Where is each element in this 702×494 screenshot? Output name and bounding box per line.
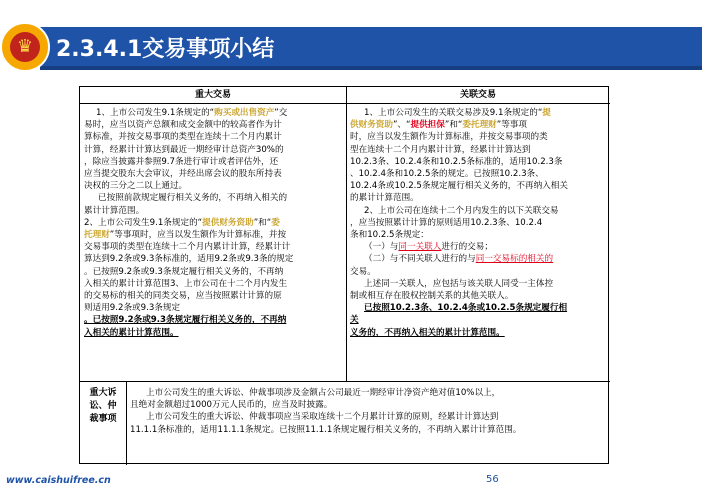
text-line: 。已按照9.2条或9.3条规定履行相关义务的，不再纳 xyxy=(84,266,284,277)
text-line: 算达到9.2条或9.3条标准的，适用9.2条或9.3条的规定 xyxy=(84,254,294,265)
text-line: 10.2.3条、10.2.4条和10.2.5条标准的，适用10.2.3条 xyxy=(350,156,563,167)
text-line-emphasis: 入相关的累计计算范围。 xyxy=(84,327,179,338)
text-line: 11.1.1条标准的，适用11.1.1条规定。已按照11.1.1条规定履行相关义务的，不再纳入累计计算范围。 xyxy=(130,424,522,435)
text-line: 则适用9.2条或9.3条规定 xyxy=(84,303,181,314)
text-line: 上市公司发生的重大诉讼、仲裁事项涉及金额占公司最近一期经审计净资产绝对值10%以上， xyxy=(146,388,501,398)
text-line: 交易事项的类型在连续十二个月内累计计算，经累计计 xyxy=(84,242,291,253)
text-line: 应当提交股东大会审议，并经出席会议的股东所持表 xyxy=(84,169,282,180)
text-line: 1、上市公司发生的关联交易涉及9.1条规定的“提 xyxy=(364,108,551,118)
table-divider xyxy=(346,87,347,381)
text-line: 1、上市公司发生9.1条规定的“购买或出售资产”交 xyxy=(96,108,288,118)
major-transactions-cell xyxy=(84,107,342,339)
text-line: 上述同一关联人，应包括与该关联人同受一主体控 xyxy=(364,278,554,289)
text-line: （二）与不同关联人进行的与同一交易标的相关的 xyxy=(364,254,554,265)
text-line: 时，应当以发生额作为计算标准，并按交易事项的类 xyxy=(350,132,548,143)
text-line: 已按照前款规定履行相关义务的，不再纳入相关的 xyxy=(98,193,288,204)
text-line: 交易。 xyxy=(350,266,376,277)
footer-url: www.caishuifree.cn xyxy=(6,475,111,486)
text-line: 的交易标的相关的同类交易，应当按照累计计算的原 xyxy=(84,291,282,302)
trophy-logo-icon: ♛ xyxy=(0,22,50,72)
litigation-row-label: 重大诉 讼、仲 裁事项 xyxy=(89,388,117,424)
title-bar-shadow xyxy=(40,66,702,70)
text-line: 条和10.2.5条规定： xyxy=(350,230,429,241)
page-number: 56 xyxy=(486,474,499,485)
col-header-major-transactions: 重大交易 xyxy=(194,90,231,100)
related-transactions-cell xyxy=(350,107,608,339)
text-line: （一）与同一关联人进行的交易； xyxy=(364,242,493,253)
text-line: 决权的三分之二以上通过。 xyxy=(84,181,188,192)
col-header-related-transactions: 关联交易 xyxy=(459,90,496,100)
text-line: ，应当按照累计计算的原则适用10.2.3条、10.2.4 xyxy=(350,217,543,228)
text-line-emphasis: 已按照10.2.3条、10.2.4条或10.2.5条规定履行相 xyxy=(364,303,568,314)
text-line: 2、上市公司发生9.1条规定的“提供财务资助”和“委 xyxy=(84,217,280,228)
text-line: 托理财”等事项时，应当以发生额作为计算标准，并按 xyxy=(84,230,287,241)
litigation-cell xyxy=(130,387,606,436)
table-divider xyxy=(80,381,610,382)
title-bar xyxy=(0,22,702,72)
text-line: 的累计计算范围。 xyxy=(350,193,419,204)
text-line-emphasis: 。已按照9.2条或9.3条规定履行相关义务的，不再纳 xyxy=(84,315,287,326)
table-divider xyxy=(80,103,610,104)
text-line: 累计计算范围。 xyxy=(84,205,145,216)
text-line: 易时，应当以资产总额和成交金额中的较高者作为计 xyxy=(84,120,282,131)
text-line: 入相关的累计计算范围3、上市公司在十二个月内发生 xyxy=(84,278,288,289)
text-line: 2、上市公司在连续十二个月内发生的以下关联交易 xyxy=(364,205,559,216)
text-line: 、10.2.4条和10.2.5条的规定。已按照10.2.3条、 xyxy=(350,169,544,180)
text-line-emphasis: 义务的，不再纳入相关的累计计算范围。 xyxy=(350,327,505,338)
summary-table xyxy=(79,86,609,464)
text-line: 算标准，并按交易事项的类型在连续十二个月内累计 xyxy=(84,132,282,143)
text-line: 上市公司发生的重大诉讼、仲裁事项应当采取连续十二个月累计计算的原则，经累计计算达到 xyxy=(146,412,499,423)
text-line: 供财务资助”、“提供担保”和“委托理财”等事项 xyxy=(350,120,527,131)
text-line-emphasis: 关 xyxy=(350,315,359,326)
text-line: 且绝对金额超过1000万元人民币的，应当及时披露。 xyxy=(130,400,333,411)
table-divider xyxy=(126,381,127,465)
text-line: 计算，经累计计算达到最近一期经审计总资产30%的 xyxy=(84,144,284,155)
text-line: 型在连续十二个月内累计计算，经累计计算达到 xyxy=(350,144,531,155)
text-line: 10.2.4条或10.2.5条规定履行相关义务的，不再纳入相关 xyxy=(350,181,568,192)
text-line: ，除应当披露并参照9.7条进行审计或者评估外，还 xyxy=(84,156,279,167)
text-line: 制或相互存在股权控制关系的其他关联人。 xyxy=(350,291,514,302)
page-title: 2.3.4.1交易事项小结 xyxy=(56,37,275,62)
